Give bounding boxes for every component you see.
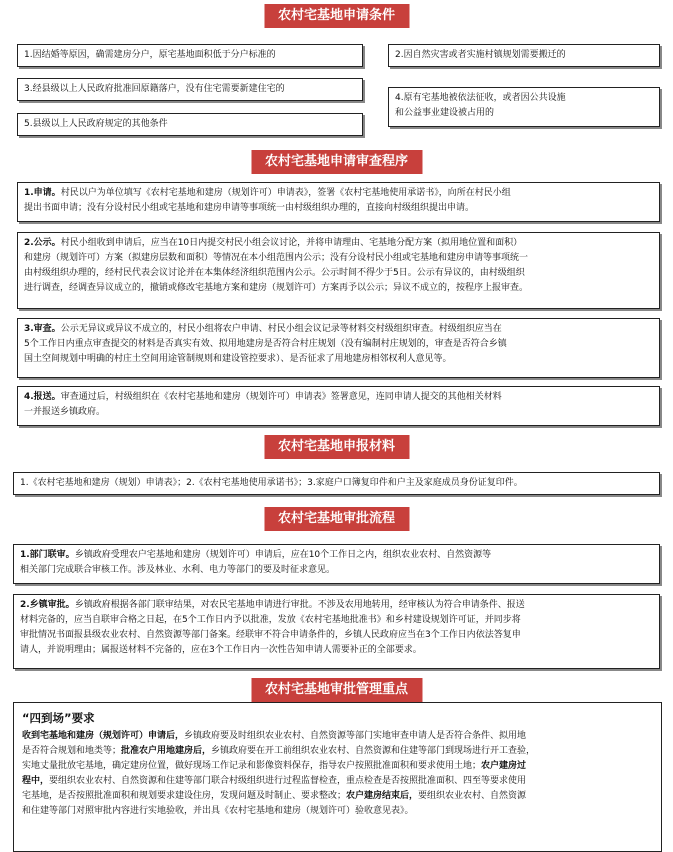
step-apply-line: 提出书面申请；没有分设村民小组或宅基地和建房申请等事项统一由村级组织办理的，直接向村级组织提出申请。 (24, 203, 475, 213)
step-joint-review (13, 544, 660, 584)
step-township-approval-line: 审批情况书面报县级农业农村、自然资源等部门备案。经联审不符合申请条件的，乡镇人民政府应当在3个工作日内依法答复申 (20, 630, 521, 640)
step-review-line: 国土空间规划中明确的村庄土空间用途管制规则和建设管控要求）、是否征求了用地建房相邻权利人意见等。 (24, 354, 452, 364)
step-township-approval-line: 材料完备的，应当自联审合格之日起，在5个工作日内予以批准，发放《农村宅基地批准书》和乡村建设规划许可证，并同步将 (20, 615, 521, 625)
step-township-approval-line: 乡镇政府根据各部门联审结果，对农民宅基地申请进行审批。不涉及农用地转用，经审核认为符合申请条件、报送 (74, 600, 525, 610)
key-points-text: 和住建等部门对照审批内容进行实地验收，并出具《农村宅基地和建房（规划许可）验收意见表》。 (22, 806, 414, 816)
condition-4-line-2: 和公益事业建设被占用的 (395, 108, 495, 118)
step-publicize-line: 村民小组收到申请后，应当在10日内提交村民小组会议讨论，并将申请理由、宅基地分配方案（拟用地位置和面积） (60, 238, 523, 248)
condition-4 (388, 87, 660, 127)
step-township-approval-line: 请人，并说明理由；属报送材料不完备的，应在3个工作日内一次性告知申请人需要补正的全部要求。 (20, 645, 422, 655)
key-points-text: 要组织农业农村、自然资源 (418, 791, 527, 801)
step-submit-heading: 4.报送。 (24, 392, 61, 402)
four-onsite-heading: “四到场”要求 (22, 711, 95, 725)
step-apply-line: 村民以户为单位填写《农村宅基地和建房（规划许可）申请表》，签署《农村宅基地使用承诺书》，向所在村民小组 (60, 188, 511, 198)
condition-1: 1.因结婚等原因，确需建房分户，原宅基地面积低于分户标准的 (17, 44, 363, 67)
key-points-bold: 批准农户用地建房后， (121, 746, 212, 756)
key-points-text: 实地丈量批放宅基地，确定建房位置，做好现场工作记录和影像资料保存，指导农户按照批准面积和要求使用土地； (22, 761, 482, 771)
step-submit (17, 386, 660, 426)
step-publicize-line: 进行调查，经调查异议成立的，撤销或修改宅基地方案和建房（规划许可）方案再予以公示；异议不成立的，按程序上报审查。 (24, 283, 529, 293)
condition-4-line-1: 4.原有宅基地被依法征收，或者因公共设施 (395, 93, 566, 103)
step-review-line: 5个工作日内重点审查提交的材料是否真实有效、拟用地建房是否符合村庄规划（没有编制村庄规划的，审查是否符合乡镇 (24, 339, 507, 349)
step-joint-review-line: 相关部门完成联合审核工作。涉及林业、水利、电力等部门的要及时征求意见。 (20, 565, 336, 575)
step-joint-review-line: 乡镇政府受理农户宅基地和建房（规划许可）申请后，应在10个工作日之内，组织农业农村、自然资源等 (74, 550, 492, 560)
step-apply (17, 182, 660, 222)
step-review-line: 公示无异议或异议不成立的，村民小组将农户申请、村民小组会议记录等材料交村级组织审查。村级组织应当在 (60, 324, 502, 334)
step-publicize-line: 和建房（规划许可）方案（拟建房层数和面积）等情况在本小组范围内公示；没有分设村民小组或宅基地和建房申请等事项统一 (24, 253, 529, 263)
section-title-key-points: 农村宅基地审批管理重点 (251, 678, 422, 702)
step-township-approval (13, 594, 660, 669)
step-review (17, 318, 660, 378)
step-submit-line: 一并报送乡镇政府。 (24, 407, 106, 417)
condition-3: 3.经县级以上人民政府批准回原籍落户，没有住宅需要新建住宅的 (17, 78, 363, 101)
materials-list: 1.《农村宅基地和建房（规划）申请表》；2.《农村宅基地使用承诺书》；3.家庭户口簿复印件和户主及家庭成员身份证复印件。 (13, 472, 660, 495)
key-points-bold: 农户建房过 (481, 761, 527, 771)
condition-5: 5.县级以上人民政府规定的其他条件 (17, 113, 363, 136)
key-points-bold: 程中， (22, 776, 50, 786)
section-title-procedure: 农村宅基地申请审查程序 (251, 150, 422, 174)
step-publicize (17, 232, 660, 309)
key-points-text: 乡镇政府要及时组织农业农村、自然资源等部门实地审查申请人是否符合条件、拟用地 (184, 731, 527, 741)
key-points-text: 是否符合规划和地类等； (22, 746, 122, 756)
section-title-conditions: 农村宅基地申请条件 (264, 4, 409, 28)
step-apply-heading: 1.申请。 (24, 188, 61, 198)
step-joint-review-heading: 1.部门联审。 (20, 550, 75, 560)
step-township-approval-heading: 2.乡镇审批。 (20, 600, 75, 610)
condition-2: 2.因自然灾害或者实施村镇规划需要搬迁的 (388, 44, 660, 67)
step-publicize-line: 由村级组织办理的，经村民代表会议讨论并在本集体经济组织范围内公示。公示时间不得少于5日。公示有异议的，由村级组织 (24, 268, 525, 278)
key-points-box (13, 702, 662, 852)
step-submit-line: 审查通过后，村级组织在《农村宅基地和建房（规划许可）申请表》签署意见，连同申请人提交的其他相关材料 (60, 392, 502, 402)
section-title-materials: 农村宅基地申报材料 (264, 435, 409, 459)
step-publicize-heading: 2.公示。 (24, 238, 61, 248)
key-points-bold: 农户建房结束后， (346, 791, 419, 801)
key-points-text: 要组织农业农村、自然资源和住建等部门联合村级组织进行过程监督检查，重点检查是否按照批准面积、四至等要求使用 (49, 776, 527, 786)
step-review-heading: 3.审查。 (24, 324, 61, 334)
key-points-text: 宅基地，是否按照批准面积和规划要求建设住房，发现问题及时制止、要求整改； (22, 791, 347, 801)
section-title-approval: 农村宅基地审批流程 (264, 507, 409, 531)
key-points-bold: 收到宅基地和建房（规划许可）申请后， (22, 731, 185, 741)
key-points-text: 乡镇政府要在开工前组织农业农村、自然资源和住建等部门到现场进行开工查验， (211, 746, 536, 756)
